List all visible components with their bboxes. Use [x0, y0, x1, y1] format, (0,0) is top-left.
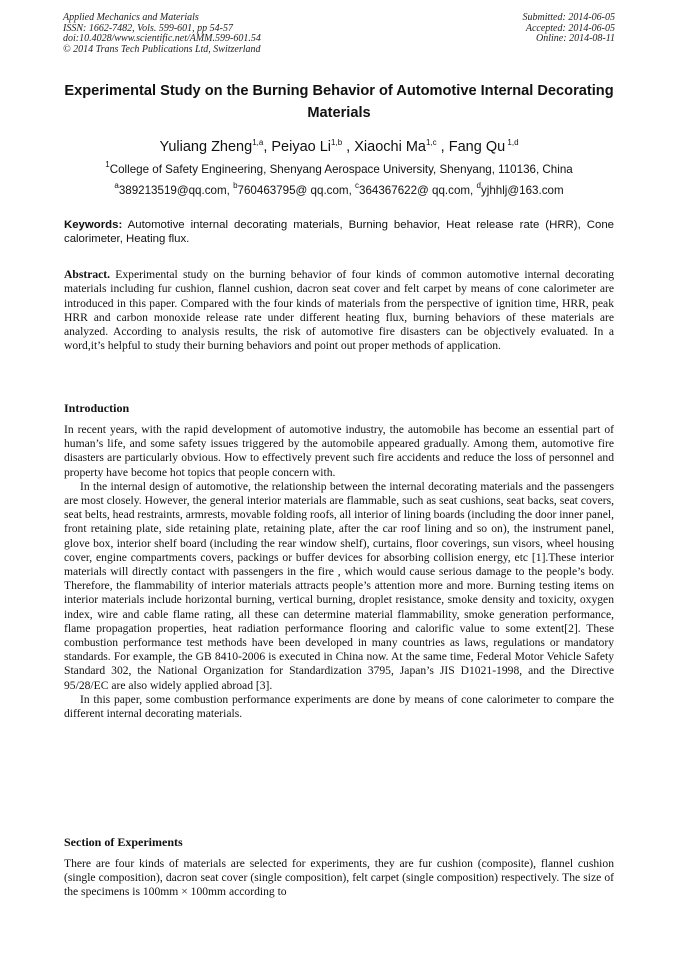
- email-address: 760463795@ qq.com,: [237, 184, 356, 197]
- paragraph: In this paper, some combustion performance experiments are done by means of cone calorimeter to compare the different internal decorating materials.: [64, 692, 614, 721]
- issn-line: ISSN: 1662-7482, Vols. 599-601, pp 54-57: [63, 22, 233, 34]
- keywords-label: Keywords:: [64, 219, 123, 231]
- experiments-heading: Section of Experiments: [64, 835, 183, 849]
- abstract: [64, 268, 614, 354]
- journal-info: [63, 13, 261, 55]
- author-affiliation-mark: 1,d: [505, 138, 519, 147]
- author-name: Fang Qu: [448, 139, 506, 155]
- abstract-text: Experimental study on the burning behavior of four kinds of common automotive internal decorating materials including fur cushion, flannel cushion, dacron seat cover and felt carpet by means of cone calorimeter are introduced in this paper. Compared with the four kinds of materials from the perspective of ignition time, HRR, peak HRR and carbon monoxide release rate under different heating flux, burning behaviors of these materials are analyzed. According to analysis results, the risk of automotive fire disasters can be objectively evaluated. In a word,it’s helpful to study their burning behaviors and point out proper methods of application.: [64, 268, 614, 353]
- paragraph: In recent years, with the rapid development of automotive industry, the automobile has become an essential part of human’s life, and some safety issues triggered by the automobile appeared gradually. Among them, automotive fire disasters are particularly obvious. How to effectively prevent such fire accidents and reduce the loss of personnel and property have become hot topics that people concern with.: [64, 423, 614, 479]
- accepted-date: Accepted: 2014-06-05: [525, 22, 615, 34]
- author-separator: ,: [342, 139, 355, 155]
- author-affiliation-mark: 1,b: [331, 138, 343, 147]
- keywords-text: Automotive internal decorating materials, Burning behavior, Heat release rate (HRR), Cone calorimeter, Heating flux.: [64, 219, 614, 246]
- author-affiliation-mark: 1,a: [252, 138, 264, 147]
- email-address: 389213519@qq.com,: [118, 184, 234, 197]
- affiliation: [40, 162, 638, 178]
- author-affiliation-mark: 1,c: [425, 138, 437, 147]
- copyright-line: © 2014 Trans Tech Publications Ltd, Switzerland: [63, 43, 261, 55]
- abstract-label: Abstract.: [64, 268, 111, 281]
- email-address: 364367622@ qq.com,: [359, 184, 477, 197]
- author-name: Yuliang Zheng: [159, 139, 253, 155]
- author-name: Peiyao Li: [271, 139, 332, 155]
- doi-line: doi:10.4028/www.scientific.net/AMM.599-601.54: [63, 33, 261, 45]
- paper-title: Experimental Study on the Burning Behavior of Automotive Internal Decorating Materials: [64, 83, 614, 121]
- author-separator: ,: [436, 139, 449, 155]
- author-separator: ,: [263, 139, 272, 155]
- affiliation-text: College of Safety Engineering, Shenyang Aerospace University, Shenyang, 110136, China: [109, 163, 573, 176]
- experiments-body: [64, 857, 614, 900]
- email-address: yjhhlj@163.com: [480, 184, 564, 197]
- introduction-heading: Introduction: [64, 401, 130, 415]
- author-name: Xiaochi Ma: [354, 139, 426, 155]
- email-mark: a: [114, 181, 119, 190]
- affiliation-mark: 1: [105, 160, 110, 169]
- submitted-date: Submitted: 2014-06-05: [522, 12, 615, 23]
- author-list: [40, 137, 638, 157]
- email-mark: d: [476, 181, 481, 190]
- journal-name: Applied Mechanics and Materials: [63, 12, 199, 23]
- publication-dates: [523, 13, 616, 45]
- keywords: [64, 218, 614, 246]
- author-emails: [40, 183, 638, 199]
- online-date: Online: 2014-08-11: [536, 33, 615, 45]
- paragraph: There are four kinds of materials are selected for experiments, they are fur cushion (composite), flannel cushion (single composition), dacron seat cover (single composition), felt carpet (single composition) respectively. The size of the specimens is 100mm × 100mm according to: [64, 857, 614, 899]
- paragraph: In the internal design of automotive, the relationship between the internal decorating materials and the passengers are most closely. However, the general interior materials are flammable, such as seat cushions, seat backs, seat covers, seat belts, head restraints, armrests, movable folding roofs, all interior of lining boards (including the door inner panel, front retaining plate, side retaining plate, retaining plate, after the car roof lining and so on), the instrument panel, glove box, interior shelf board (including the rear window shelf), curtains, floor coverings, sun visors, wheel housing cover, engine compartments covers, packings or buffer devices for absorbing collision energy, etc [1].These interior materials will directly contact with passengers in the fire , which would cause serious damage to the people’s body. Therefore, the flammability of interior materials attracts people’s attention more and more. Burning testing items on interior materials include horizontal burning, vertical burning, droplet resistance, smoke density and toxicity, oxygen index, wire and cable flame rating, all these can determine material flammability, smoke generation performance, flame propagation properties, heat radiation performance flooring and calorific value to some extent[2]. These combustion performance test methods have been developed in many countries as laws, regulations or mandatory standards. For example, the GB 8410-2006 is executed in China now. At the same time, Federal Motor Vehicle Safety Standard 302, the National Organization for Standardization 3795, Japan’s JIS D1021-1998, and the Directive 95/28/EC are also widely applied abroad [3].: [64, 479, 614, 692]
- email-mark: b: [233, 181, 238, 190]
- email-mark: c: [355, 181, 360, 190]
- introduction-body: [64, 423, 614, 721]
